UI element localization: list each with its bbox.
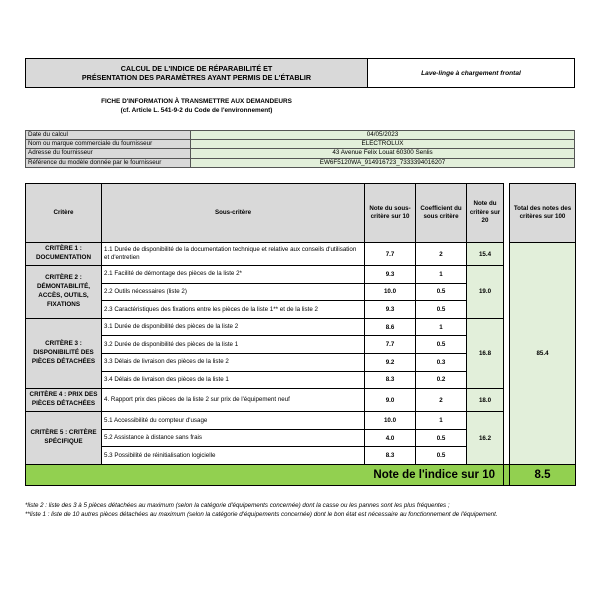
subcriterion-coef: 0.3 <box>416 353 467 371</box>
info-label: Référence du modèle donnée par le fournisseur <box>26 158 191 167</box>
footnotes <box>25 502 585 520</box>
criterion-4-score: 18.0 <box>467 389 504 412</box>
subcriterion-note: 4.0 <box>365 429 416 447</box>
final-score-value: 8.5 <box>510 464 576 485</box>
info-label: Date du calcul <box>26 131 191 140</box>
subcriterion-coef: 0.5 <box>416 429 467 447</box>
gap-cell <box>504 318 510 388</box>
subcriterion-note: 8.3 <box>365 371 416 389</box>
subcriterion-label: 2.2 Outils nécessaires (liste 2) <box>102 283 365 301</box>
criterion-5-name: CRITÈRE 5 : CRITÈRE SPÉCIFIQUE <box>26 412 102 465</box>
info-row-reference <box>26 158 575 167</box>
subcriterion-coef: 1 <box>416 318 467 336</box>
table-row <box>26 412 576 430</box>
subcriterion-label: 3.2 Durée de disponibilité des pièces de la liste 1 <box>102 336 365 354</box>
info-row-address <box>26 149 575 158</box>
col-note20: Note du critère sur 20 <box>467 184 504 243</box>
subcriterion-coef: 0.5 <box>416 336 467 354</box>
subcriterion-coef: 1 <box>416 266 467 284</box>
table-header-row <box>26 184 576 243</box>
fiche-line-1: FICHE D'INFORMATION À TRANSMETTRE AUX DEMANDEURS <box>101 98 292 105</box>
criterion-4-name: CRITÈRE 4 : PRIX DES PIÈCES DÉTACHÉES <box>26 389 102 412</box>
criterion-1-name: CRITÈRE 1 : DOCUMENTATION <box>26 243 102 266</box>
document-title <box>25 58 368 88</box>
subcriterion-label: 3.3 Délais de livraison des pièces de la liste 2 <box>102 353 365 371</box>
info-label: Adresse du fournisseur <box>26 149 191 158</box>
subcriterion-note: 9.2 <box>365 353 416 371</box>
criterion-3-name: CRITÈRE 3 : DISPONIBILITÉ DES PIÈCES DÉTACHÉES <box>26 318 102 388</box>
gap-cell <box>504 266 510 319</box>
subcriterion-note: 7.7 <box>365 336 416 354</box>
info-value: 43 Avenue Felix Louat 60300 Senlis <box>191 149 575 158</box>
info-row-date <box>26 131 575 140</box>
criterion-3-score: 16.8 <box>467 318 504 388</box>
subcriterion-label: 2.1 Facilité de démontage des pièces de la liste 2* <box>102 266 365 284</box>
col-sous-critere: Sous-critère <box>102 184 365 243</box>
subcriterion-label: 1.1 Durée de disponibilité de la documentation technique et relative aux conseils d'utilisation et d'entretien <box>102 243 365 266</box>
subcriterion-label: 2.3 Caractéristiques des fixations entre les pièces de la liste 1** et de la liste 2 <box>102 301 365 319</box>
fiche-line-2: (cf. Article L. 541-9-2 du Code de l'environnement) <box>120 106 273 114</box>
table-row <box>26 318 576 336</box>
gap-cell <box>504 389 510 412</box>
col-total: Total des notes des critères sur 100 <box>510 184 576 243</box>
subcriterion-coef: 2 <box>416 243 467 266</box>
subcriterion-note: 9.0 <box>365 389 416 412</box>
col-note10: Note du sous-critère sur 10 <box>365 184 416 243</box>
table-row <box>26 389 576 412</box>
subcriterion-note: 10.0 <box>365 283 416 301</box>
subcriterion-coef: 0.5 <box>416 447 467 465</box>
criterion-2-score: 19.0 <box>467 266 504 319</box>
repairability-table <box>25 183 576 486</box>
criterion-1-score: 15.4 <box>467 243 504 266</box>
info-value: EW6F5120WA_914916723_7333394016207 <box>191 158 575 167</box>
info-value: 04/05/2023 <box>191 131 575 140</box>
final-score-row <box>26 464 576 485</box>
subcriterion-label: 3.1 Durée de disponibilité des pièces de la liste 2 <box>102 318 365 336</box>
subcriterion-coef: 0.5 <box>416 301 467 319</box>
subcriterion-label: 5.1 Accessibilité du compteur d'usage <box>102 412 365 430</box>
footnote-2: **liste 1 : liste de 10 autres pièces détachées au maximum (selon la catégorie d'équipements concernée) dont le bon état est nécessaire au fonctionnement de l'équipement. <box>25 510 498 518</box>
subcriterion-note: 8.6 <box>365 318 416 336</box>
product-type: Lave-linge à chargement frontal <box>368 58 575 88</box>
criterion-5-score: 16.2 <box>467 412 504 465</box>
gap-cell <box>504 412 510 465</box>
subcriterion-label: 5.3 Possibilité de réinitialisation logicielle <box>102 447 365 465</box>
footnote-1: *liste 2 : liste des 3 à 5 pièces détachées au maximum (selon la catégorie d'équipements concernée) dont la casse ou les pannes sont les plus fréquentes ; <box>25 502 450 509</box>
table-row <box>26 266 576 284</box>
final-score-label: Note de l'indice sur 10 <box>26 464 504 485</box>
info-value: ELECTROLUX <box>191 140 575 149</box>
subcriterion-coef: 2 <box>416 389 467 412</box>
table-row <box>26 243 576 266</box>
subcriterion-coef: 0.2 <box>416 371 467 389</box>
criterion-2-name: CRITÈRE 2 : DÉMONTABILITÉ, ACCÈS, OUTILS, FIXATIONS <box>26 266 102 319</box>
total-100: 85.4 <box>510 243 576 465</box>
info-label: Nom ou marque commerciale du fournisseur <box>26 140 191 149</box>
subcriterion-note: 8.3 <box>365 447 416 465</box>
col-critere: Critère <box>26 184 102 243</box>
subcriterion-note: 7.7 <box>365 243 416 266</box>
subcriterion-note: 9.3 <box>365 266 416 284</box>
info-row-brand <box>26 140 575 149</box>
subcriterion-note: 9.3 <box>365 301 416 319</box>
subcriterion-label: 4. Rapport prix des pièces de la liste 2 sur prix de l'équipement neuf <box>102 389 365 412</box>
title-line-2: PRÉSENTATION DES PARAMÈTRES AYANT PERMIS DE L'ÉTABLIR <box>81 73 312 82</box>
subcriterion-label: 3.4 Délais de livraison des pièces de la liste 1 <box>102 371 365 389</box>
subcriterion-coef: 1 <box>416 412 467 430</box>
subcriterion-label: 5.2 Assistance à distance sans frais <box>102 429 365 447</box>
subcriterion-note: 10.0 <box>365 412 416 430</box>
title-line-1: CALCUL DE L'INDICE DE RÉPARABILITÉ ET <box>120 63 273 73</box>
fiche-heading <box>25 98 368 115</box>
col-coef: Coefficient du sous critère <box>416 184 467 243</box>
subcriterion-coef: 0.5 <box>416 283 467 301</box>
supplier-info-table <box>25 130 575 168</box>
